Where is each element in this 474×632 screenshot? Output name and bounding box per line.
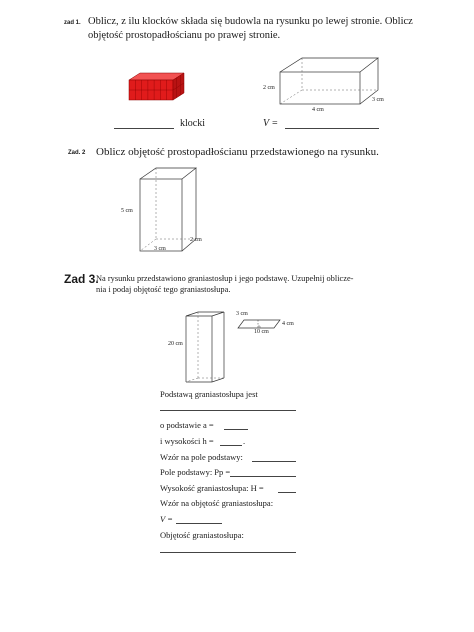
task1-volume-label: V = bbox=[263, 118, 279, 129]
task3-label: Zad 3. bbox=[64, 272, 99, 286]
q-h-label: i wysokości h = bbox=[160, 436, 214, 446]
cuboid-figure-task2 bbox=[136, 165, 200, 257]
task2-dim-height: 5 cm bbox=[121, 208, 133, 214]
task1-text-line2: objętość prostopadłościanu po prawej stronie. bbox=[88, 30, 281, 41]
q-base-label: Podstawą graniastosłupa jest bbox=[160, 389, 258, 399]
task1-text-line1: Oblicz, z ilu klocków składa się budowla na rysunku po lewej stronie. Oblicz bbox=[88, 16, 413, 27]
q-formula-volume-label: Wzór na objętość graniastosłupa: bbox=[160, 498, 274, 508]
q-h-period: . bbox=[243, 436, 246, 446]
task2-text: Oblicz objętość prostopadłościanu przedstawionego na rysunku. bbox=[96, 146, 379, 158]
q-area-label: Pole podstawy: Pp = bbox=[160, 467, 231, 477]
prism-figure bbox=[184, 310, 228, 384]
q-h-answer-line[interactable] bbox=[220, 445, 242, 446]
block-building-figure bbox=[126, 72, 186, 102]
q-height-answer-line[interactable] bbox=[278, 492, 296, 493]
q-formula-area-label: Wzór na pole podstawy: bbox=[160, 452, 243, 462]
task1-volume-answer-line[interactable] bbox=[285, 128, 379, 129]
task2-dim-depth: 2 cm bbox=[190, 237, 202, 243]
q-result-label: Objętość graniastosłupa: bbox=[160, 530, 244, 540]
q-a-answer-line[interactable] bbox=[224, 429, 248, 430]
cuboid-figure-task1 bbox=[276, 54, 386, 110]
q-a-label: o podstawie a = bbox=[160, 420, 214, 430]
q-result-answer-line[interactable] bbox=[160, 552, 296, 553]
q-volume-answer-line[interactable] bbox=[176, 523, 222, 524]
task1-blocks-answer-line[interactable] bbox=[114, 128, 174, 129]
q-area-answer-line[interactable] bbox=[230, 476, 296, 477]
task3-base-h: 3 cm bbox=[236, 311, 248, 317]
task1-dim-height: 2 cm bbox=[263, 85, 275, 91]
task1-dim-width: 4 cm bbox=[312, 107, 324, 113]
q-base-answer-line[interactable] bbox=[160, 410, 296, 411]
task3-base-a: 10 cm bbox=[254, 329, 269, 335]
task2-dim-width: 3 cm bbox=[154, 246, 166, 252]
task2-label: Zad. 2 bbox=[68, 150, 86, 156]
task3-prism-height: 20 cm bbox=[168, 341, 183, 347]
task3-text-line1: Na rysunku przedstawiono graniastosłup i jego podstawę. Uzupełnij oblicze- bbox=[96, 274, 354, 283]
task1-label: zad 1. bbox=[64, 20, 81, 26]
task1-dim-depth: 3 cm bbox=[372, 97, 384, 103]
q-volume-label: V = bbox=[160, 514, 173, 524]
task1-blocks-suffix: klocki bbox=[180, 118, 205, 129]
q-formula-area-answer-line[interactable] bbox=[252, 461, 296, 462]
task3-base-side: 4 cm bbox=[282, 321, 294, 327]
q-height-label: Wysokość graniastosłupa: H = bbox=[160, 483, 264, 493]
task3-text-line2: nia i podaj objętość tego graniastosłupa. bbox=[96, 285, 231, 294]
